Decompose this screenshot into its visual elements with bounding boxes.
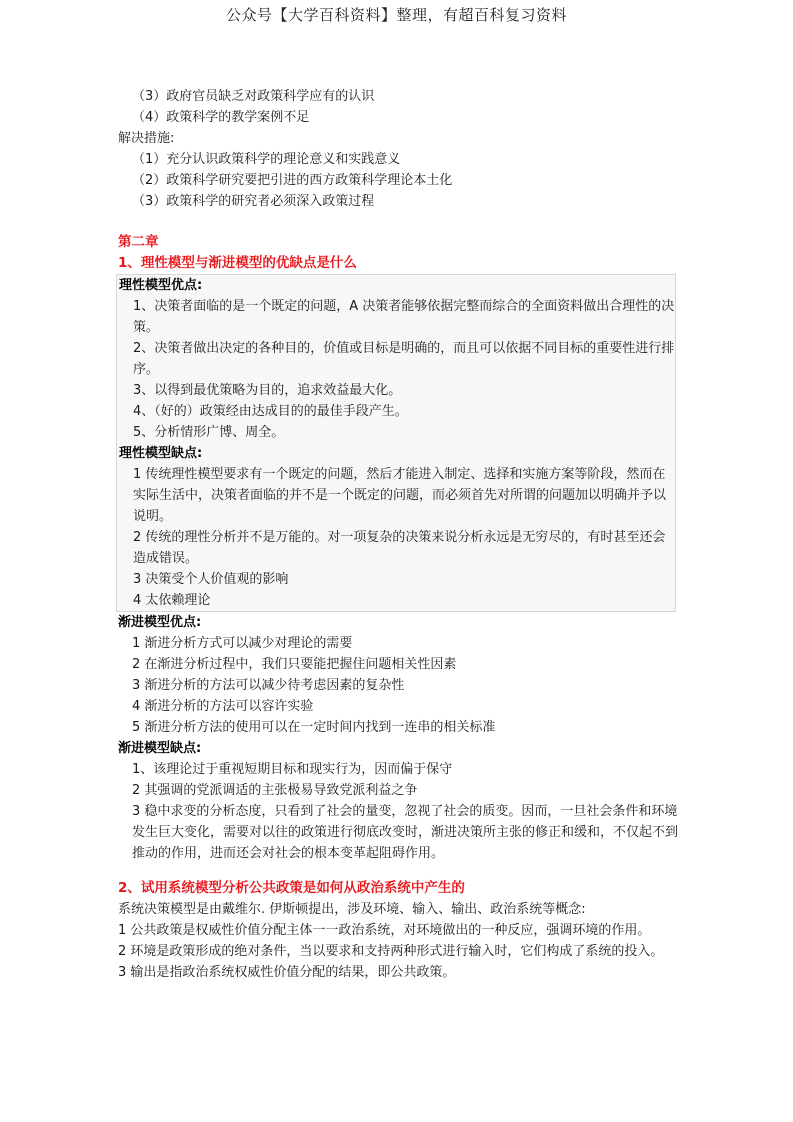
solution-item: （3）政策科学的研究者必须深入政策过程 (132, 194, 375, 209)
page-header: 公众号【大学百科资料】整理，有超百科复习资料 (225, 6, 567, 24)
q2-point: 1 公共政策是权威性价值分配主体一一政治系统，对环境做出的一种反应，强调环境的作用。 (118, 923, 651, 938)
q2-point: 3 输出是指政治系统权威性价值分配的结果，即公共政策。 (118, 965, 456, 980)
rational-pros-heading: 理性模型优点: (119, 278, 203, 293)
solutions-label: 解决措施: (118, 131, 175, 146)
rational-con-item: 3 决策受个人价值观的影响 (133, 572, 289, 587)
rational-cons-heading: 理性模型缺点: (119, 446, 203, 461)
solution-item: （1）充分认识政策科学的理论意义和实践意义 (132, 152, 401, 167)
incremental-con-item: 3 稳中求变的分析态度，只看到了社会的量变，忽视了社会的质变。因而，一旦社会条件和环境发生巨大变化，需要对以往的政策进行彻底改变时，渐进决策所主张的修正和缓和，不仅起不到推动的作用，进而还会对社会的根本变革起阻碍作用。 (132, 804, 679, 861)
problem-item: （4）政策科学的教学案例不足 (132, 110, 310, 125)
incremental-pro-item: 2 在渐进分析过程中，我们只要能把握住问题相关性因素 (132, 657, 457, 672)
incremental-pro-item: 4 渐进分析的方法可以容许实验 (132, 699, 314, 714)
rational-con-item: 4 太依赖理论 (133, 593, 211, 608)
incremental-pros-heading: 渐进模型优点: (118, 615, 202, 630)
incremental-cons-heading: 渐进模型缺点: (118, 741, 202, 756)
incremental-con-item: 2 其强调的党派调适的主张极易导致党派利益之争 (132, 783, 418, 798)
incremental-pro-item: 5 渐进分析方法的使用可以在一定时间内找到一连串的相关标准 (132, 720, 496, 735)
question-2-title: 2、试用系统模型分析公共政策是如何从政治系统中产生的 (118, 880, 465, 896)
q2-intro: 系统决策模型是由戴维尔. 伊斯顿提出，涉及环境、输入、输出、政治系统等概念: (118, 902, 586, 917)
rational-pro-item: 2、决策者做出决定的各种目的，价值或目标是明确的，而且可以依据不同目标的重要性进行排序。 (133, 341, 675, 377)
rational-con-item: 2 传统的理性分析并不是万能的。对一项复杂的决策来说分析永远是无穷尽的，有时甚至还会造成错误。 (133, 530, 666, 566)
solution-item: （2）政策科学研究要把引进的西方政策科学理论本土化 (132, 173, 453, 188)
rational-pro-item: 5、分析情形广博、周全。 (133, 425, 285, 440)
rational-pro-item: 3、以得到最优策略为目的，追求效益最大化。 (133, 383, 402, 398)
problem-item: （3）政府官员缺乏对政策科学应有的认识 (132, 89, 375, 104)
rational-pro-item: 4、（好的）政策经由达成目的的最佳手段产生。 (133, 404, 408, 419)
q2-point: 2 环境是政策形成的绝对条件，当以要求和支持两种形式进行输入时，它们构成了系统的投入。 (118, 944, 664, 959)
incremental-pro-item: 3 渐进分析的方法可以减少待考虑因素的复杂性 (132, 678, 405, 693)
rational-model-box (116, 274, 676, 612)
chapter-title: 第二章 (118, 234, 159, 250)
incremental-pro-item: 1 渐进分析方式可以减少对理论的需要 (132, 636, 353, 651)
incremental-con-item: 1、该理论过于重视短期目标和现实行为，因而偏于保守 (132, 762, 453, 777)
document-body (118, 86, 680, 983)
question-1-title: 1、理性模型与渐进模型的优缺点是什么 (118, 255, 357, 271)
rational-pro-item: 1、决策者面临的是一个既定的问题，A 决策者能够依据完整而综合的全面资料做出合理性的决策。 (133, 299, 675, 335)
rational-con-item: 1 传统理性模型要求有一个既定的问题，然后才能进入制定、选择和实施方案等阶段，然而在实际生活中，决策者面临的并不是一个既定的问题，而必须首先对所谓的问题加以明确并予以说明。 (133, 467, 667, 524)
